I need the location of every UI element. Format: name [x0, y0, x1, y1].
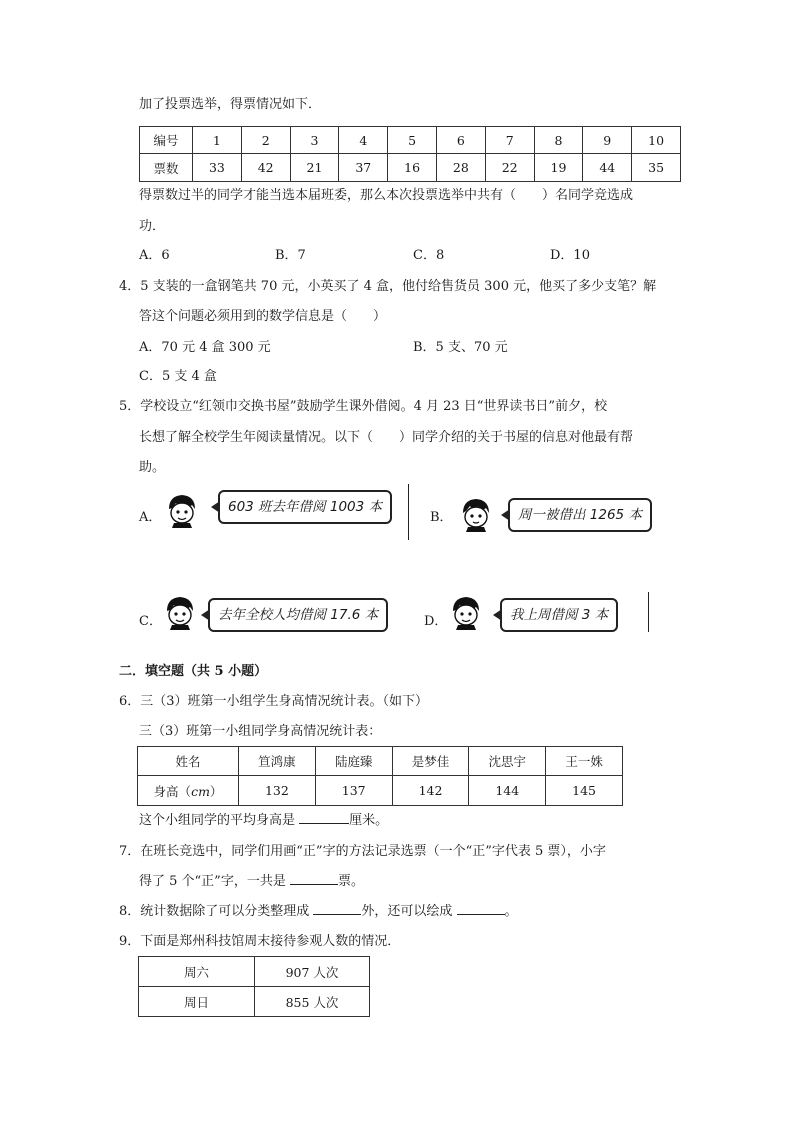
student-height-cell: 145	[546, 776, 623, 806]
q4-option-c: C．5 支 4 盒	[139, 369, 217, 384]
student-name-cell: 是梦佳	[392, 747, 469, 776]
vote-count-cell: 44	[583, 154, 632, 182]
answer-blank[interactable]	[457, 914, 505, 915]
q3-text-1: 得票数过半的同学才能当选本届班委，那么本次投票选举中共有（ ）名同学竞选成	[139, 188, 634, 203]
q7-text-2-before: 得了 5 个“正”字，一共是	[139, 874, 290, 889]
visitor-table-row	[139, 957, 370, 987]
q3-option-d: D．10	[550, 248, 590, 263]
q9-text: 9．下面是郑州科技馆周末接待参观人数的情况．	[119, 934, 401, 949]
vote-table-header-label: 编号	[140, 127, 193, 154]
q6-text-2-before: 这个小组同学的平均身高是	[139, 813, 300, 828]
vote-table-votes-label: 票数	[140, 154, 193, 182]
answer-blank[interactable]	[290, 884, 338, 885]
student-name-cell: 王一姝	[546, 747, 623, 776]
vote-count-cell: 35	[632, 154, 681, 182]
visitor-day-cell: 周六	[139, 957, 255, 987]
q4-option-a: A．70 元 4 盒 300 元	[139, 340, 271, 355]
vote-count-cell: 42	[241, 154, 290, 182]
vote-count-cell: 28	[436, 154, 485, 182]
student-name-cell: 沈思宇	[469, 747, 546, 776]
vote-id-cell: 2	[241, 127, 290, 154]
q3-option-a: A．6	[139, 248, 170, 263]
q4-text-1: 4．5 支装的一盒钢笔共 70 元，小英买了 4 盒，他付给售货员 300 元，他买了多少支笔？解	[119, 279, 657, 294]
q7-text-1: 7．在班长竞选中，同学们用画“正”字的方法记录选票（一个“正”字代表 5 票），小字	[119, 844, 606, 859]
q5-option-d-speech: 我上周借阅 3 本	[500, 598, 618, 632]
vote-count-cell: 21	[290, 154, 339, 182]
q5-option-b-speech: 周一被借出 1265 本	[508, 498, 652, 532]
height-table	[137, 746, 623, 806]
vote-id-cell: 6	[436, 127, 485, 154]
q8-text-mid: 外，还可以绘成	[361, 904, 457, 919]
student-cartoon-icon	[164, 492, 200, 528]
vote-id-cell: 7	[485, 127, 534, 154]
answer-blank[interactable]	[299, 823, 349, 824]
visitor-table-row	[139, 987, 370, 1017]
q4-text-2: 答这个问题必须用到的数学信息是（ ）	[139, 309, 387, 324]
q5-text-1: 5．学校设立“红领巾交换书屋”鼓励学生课外借阅。4 月 23 日“世界读书日”前夕，校	[119, 399, 608, 414]
q6-text-1: 6．三（3）班第一小组学生身高情况统计表。（如下）	[119, 694, 429, 709]
vote-count-cell: 19	[534, 154, 583, 182]
q5-option-a-speech: 603 班去年借阅 1003 本	[218, 490, 392, 524]
q5-text-3: 助。	[139, 460, 166, 475]
q5-option-d-letter: D．	[424, 614, 448, 629]
q7-text-2-after: 票。	[337, 874, 364, 889]
height-unit: cm	[191, 783, 210, 799]
visitor-count-cell: 907 人次	[255, 957, 370, 987]
height-label-end: ）	[209, 783, 223, 799]
vote-count-cell: 37	[339, 154, 388, 182]
q5-option-b-letter: B．	[430, 510, 453, 525]
q5-option-c-speech: 去年全校人均借阅 17.6 本	[208, 598, 388, 632]
height-table-height-row	[138, 776, 623, 806]
vote-count-cell: 33	[193, 154, 242, 182]
answer-blank[interactable]	[313, 914, 361, 915]
visitor-day-cell: 周日	[139, 987, 255, 1017]
option-divider	[408, 484, 409, 540]
student-height-cell: 142	[392, 776, 469, 806]
q8-text-after: 。	[504, 904, 518, 919]
q6-caption: 三（3）班第一小组同学身高情况统计表：	[139, 724, 382, 739]
q5-text-2: 长想了解全校学生年阅读量情况。以下（ ）同学介绍的关于书屋的信息对他最有帮	[139, 430, 634, 445]
vote-table-votes-row	[140, 154, 681, 182]
q8-text	[119, 902, 518, 922]
student-cartoon-icon	[448, 594, 484, 630]
vote-id-cell: 10	[632, 127, 681, 154]
q3-option-c: C．8	[413, 248, 445, 263]
vote-count-cell: 16	[388, 154, 437, 182]
student-name-cell: 陆庭臻	[315, 747, 392, 776]
q8-text-before: 8．统计数据除了可以分类整理成	[119, 904, 314, 919]
student-cartoon-icon	[458, 496, 494, 532]
q4-option-b: B．5 支、70 元	[413, 340, 508, 355]
q7-text-2	[139, 872, 364, 892]
student-height-cell: 132	[239, 776, 316, 806]
visitor-table	[138, 956, 370, 1017]
height-table-height-label	[138, 776, 239, 806]
q6-text-2-after: 厘米。	[349, 813, 389, 828]
student-height-cell: 144	[469, 776, 546, 806]
section-title: 二．填空题（共 5 小题）	[119, 664, 268, 679]
option-divider	[648, 592, 649, 632]
height-label-start: 身高（	[153, 783, 192, 799]
q6-text-2	[139, 811, 388, 831]
vote-id-cell: 8	[534, 127, 583, 154]
vote-id-cell: 5	[388, 127, 437, 154]
vote-id-cell: 3	[290, 127, 339, 154]
q3-text-2: 功．	[139, 219, 166, 234]
vote-table-id-row	[140, 127, 681, 154]
height-table-name-row	[138, 747, 623, 776]
student-height-cell: 137	[315, 776, 392, 806]
vote-id-cell: 4	[339, 127, 388, 154]
student-cartoon-icon	[162, 594, 198, 630]
visitor-count-cell: 855 人次	[255, 987, 370, 1017]
vote-id-cell: 1	[193, 127, 242, 154]
vote-count-cell: 22	[485, 154, 534, 182]
q3-option-b: B．7	[275, 248, 306, 263]
vote-id-cell: 9	[583, 127, 632, 154]
q5-option-c-letter: C．	[139, 614, 162, 629]
q5-option-a-letter: A．	[139, 510, 162, 525]
vote-table	[139, 126, 681, 182]
height-table-name-label: 姓名	[138, 747, 239, 776]
q3-intro: 加了投票选举，得票情况如下．	[139, 97, 322, 112]
student-name-cell: 笪鸿康	[239, 747, 316, 776]
